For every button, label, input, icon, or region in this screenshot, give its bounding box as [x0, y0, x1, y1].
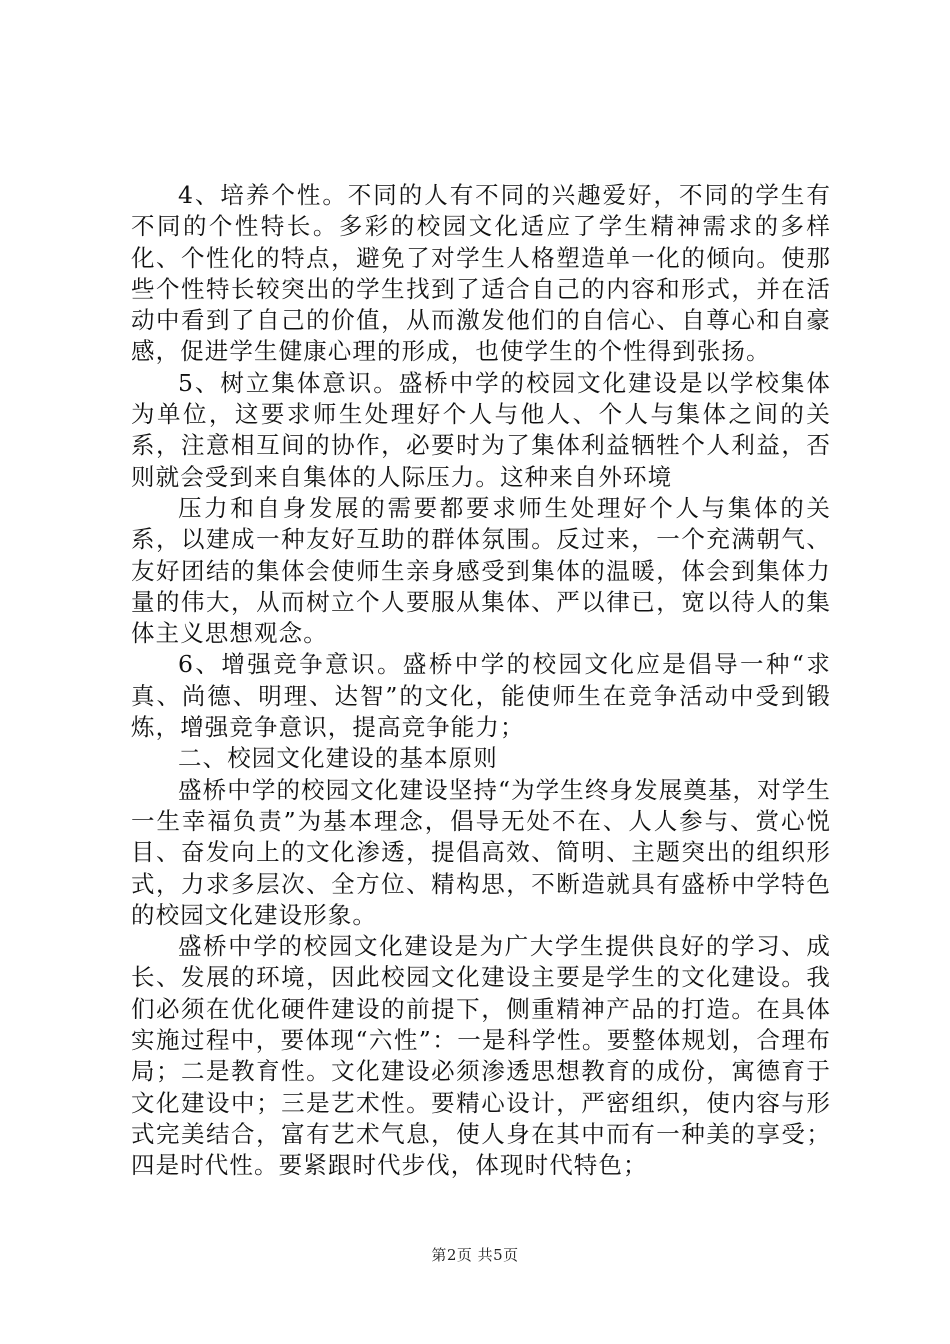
- paragraph-collective-relations: 压力和自身发展的需要都要求师生处理好个人与集体的关系，以建成一种友好互助的群体氛围。反过来，一个充满朝气、友好团结的集体会使师生亲身感受到集体的温暖，体会到集体力量的伟大，从而树立个人要服从集体、严以律已，宽以待人的集体主义思想观念。: [131, 493, 831, 648]
- paragraph-six-principles: 盛桥中学的校园文化建设是为广大学生提供良好的学习、成长、发展的环境，因此校园文化建设主要是学生的文化建设。我们必须在优化硬件建设的前提下，侧重精神产品的打造。在具体实施过程中，要体现“六性”：一是科学性。要整体规划，合理布局；二是教育性。文化建设必须渗透思想教育的成份，寓德育于文化建设中；三是艺术性。要精心设计，严密组织，使内容与形式完美结合，富有艺术气息，使人身在其中而有一种美的享受；四是时代性。要紧跟时代步伐，体现时代特色；: [131, 932, 831, 1180]
- paragraph-collective-awareness: 5、树立集体意识。盛桥中学的校园文化建设是以学校集体为单位，这要求师生处理好个人与他人、个人与集体之间的关系，注意相互间的协作，必要时为了集体利益牺牲个人利益，否则就会受到来自集体的人际压力。这种来自外环境: [131, 368, 831, 491]
- page-number-footer: 第2页 共5页: [431, 1246, 519, 1264]
- paragraph-cultivate-individuality: 4、培养个性。不同的人有不同的兴趣爱好，不同的学生有不同的个性特长。多彩的校园文化适应了学生精神需求的多样化、个性化的特点，避免了对学生人格塑造单一化的倾向。使那些个性特长较突出的学生找到了适合自己的内容和形式，并在活动中看到了自己的价值，从而激发他们的自信心、自尊心和自豪感，促进学生健康心理的形成，也使学生的个性得到张扬。: [131, 181, 831, 366]
- section-heading-basic-principles: 二、校园文化建设的基本原则: [178, 744, 498, 773]
- paragraph-core-philosophy: 盛桥中学的校园文化建设坚持“为学生终身发展奠基，对学生一生幸福负责”为基本理念，倡导无处不在、人人参与、赏心悦目、奋发向上的文化渗透，提倡高效、简明、主题突出的组织形式，力求多层次、全方位、精构思，不断造就具有盛桥中学特色的校园文化建设形象。: [131, 775, 831, 929]
- document-body: [131, 180, 831, 1182]
- paragraph-competition-awareness: 6、增强竞争意识。盛桥中学的校园文化应是倡导一种“求真、尚德、明理、达智”的文化，能使师生在竞争活动中受到锻炼，增强竞争意识，提高竞争能力；: [131, 650, 831, 742]
